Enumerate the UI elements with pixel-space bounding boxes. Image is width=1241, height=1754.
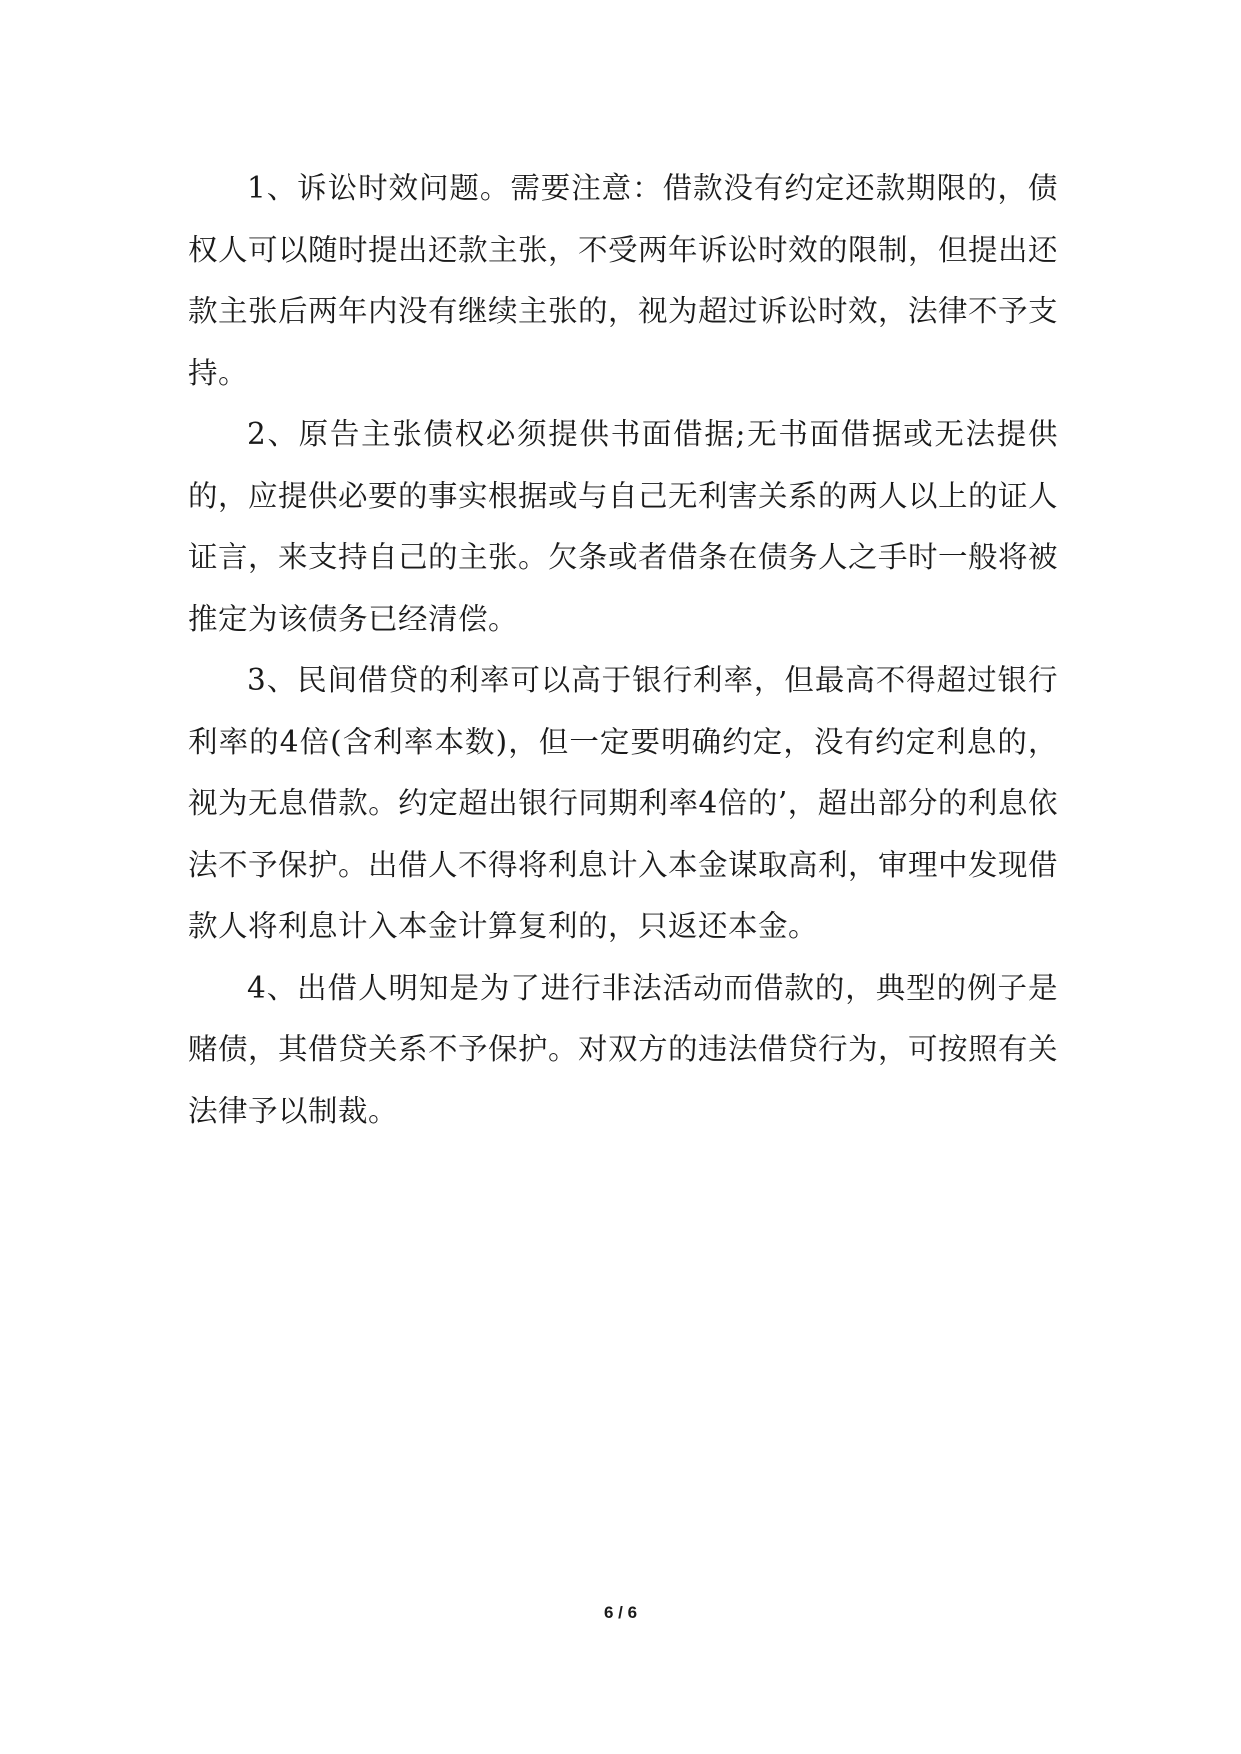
paragraph-3: 3、民间借贷的利率可以高于银行利率，但最高不得超过银行利率的4倍(含利率本数)，但一定要明确约定，没有约定利息的，视为无息借款。约定超出银行同期利率4倍的’，超出部分的利息依法不予保护。出借人不得将利息计入本金谋取高利，审理中发现借款人将利息计入本金计算复利的，只返还本金。 [188, 663, 1059, 943]
document-body [188, 158, 1058, 1142]
page-number: 6 / 6 [603, 1603, 638, 1622]
paragraph-4: 4、出借人明知是为了进行非法活动而借款的，典型的例子是赌债，其借贷关系不予保护。对双方的违法借贷行为，可按照有关法律予以制裁。 [188, 970, 1059, 1128]
paragraph-2: 2、原告主张债权必须提供书面借据;无书面借据或无法提供的，应提供必要的事实根据或与自己无利害关系的两人以上的证人证言，来支持自己的主张。欠条或者借条在债务人之手时一般将被推定为该债务已经清偿。 [188, 417, 1059, 636]
paragraph-1: 1、诉讼时效问题。需要注意：借款没有约定还款期限的，债权人可以随时提出还款主张，不受两年诉讼时效的限制，但提出还款主张后两年内没有继续主张的，视为超过诉讼时效，法律不予支持。 [188, 171, 1059, 390]
